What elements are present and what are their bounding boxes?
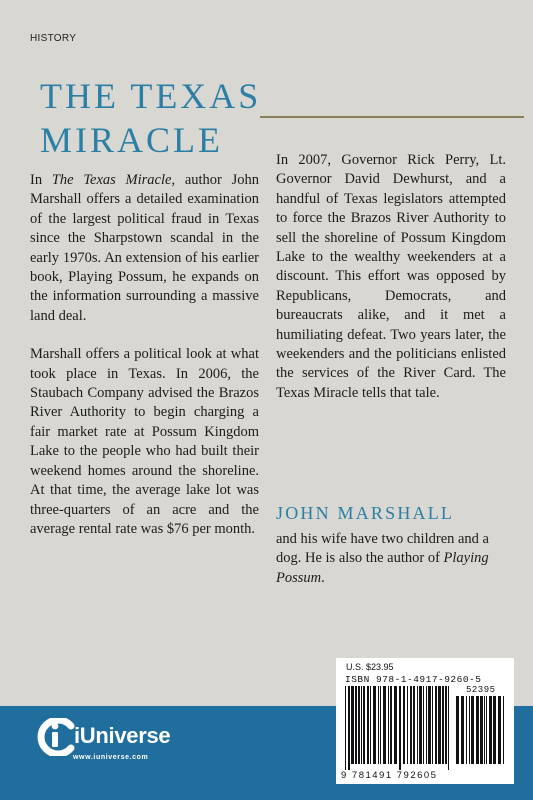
price-label: U.S. $23.95: [346, 662, 394, 672]
blurb-paragraph-1: [30, 171, 259, 326]
publisher-name: iUniverse: [74, 723, 171, 748]
blurb-p1-body: , author John Marshall offers a detailed examination of the largest political fraud in Texas since the Sharpstown scandal in the early 1970s. An extension of his earlier book, Playing Possum, he expands on the information surrounding a massive land deal.: [30, 172, 259, 324]
blurb-paragraph-3: In 2007, Governor Rick Perry, Lt. Governor David Dewhurst, and a handful of Texas legislators attempted to force the Brazos River Authority to sell the shoreline of Possum Kingdom Lake to the wealthy weekenders at a discount. This effort was opposed by Republicans, Democrats, and bureaucrats alike, and it met a humiliating defeat. Two years later, the weekenders and the politicians enlisted the services of the River Card. The Texas Miracle tells that tale.: [276, 152, 506, 401]
title-divider: [260, 116, 524, 118]
isbn-label: ISBN 978-1-4917-9260-5: [345, 674, 482, 685]
author-bio-text: and his wife have two children and a dog. He is also the author of: [276, 531, 489, 567]
barcode-number: 9 781491 792605: [341, 770, 438, 781]
blurb-right-column: [276, 151, 506, 403]
title-line-1: THE TEXAS: [40, 76, 262, 116]
author-bio-end: .: [321, 569, 325, 586]
title-line-2: MIRACLE: [40, 120, 223, 160]
barcode-addon-icon: [456, 696, 506, 770]
iuniverse-logo-icon: [33, 718, 77, 756]
author-bio-book: Playing Possum: [276, 550, 489, 586]
publisher-url: www.iuniverse.com: [73, 754, 149, 761]
blurb-p1-lead: In: [30, 172, 52, 188]
blurb-p1-title: The Texas Miracle: [51, 172, 172, 188]
blurb-left-column: [30, 171, 259, 539]
blurb-paragraph-2: Marshall offers a political look at what took place in Texas. In 2006, the Staubach Company advised the Brazos River Authority to begin charging a fair market rate at Possum Kingdom Lake to the people who had built their weekend homes around the shoreline. At that time, the average lake lot was three-quarters of an acre and the average rental rate was $76 per month.: [30, 346, 259, 537]
barcode-main-icon: [345, 686, 451, 770]
barcode-addon-number: 52395: [466, 685, 496, 695]
book-title: [40, 74, 261, 162]
category-label: HISTORY: [30, 33, 77, 44]
author-bio: [276, 530, 506, 588]
author-name: JOHN MARSHALL: [276, 503, 455, 523]
